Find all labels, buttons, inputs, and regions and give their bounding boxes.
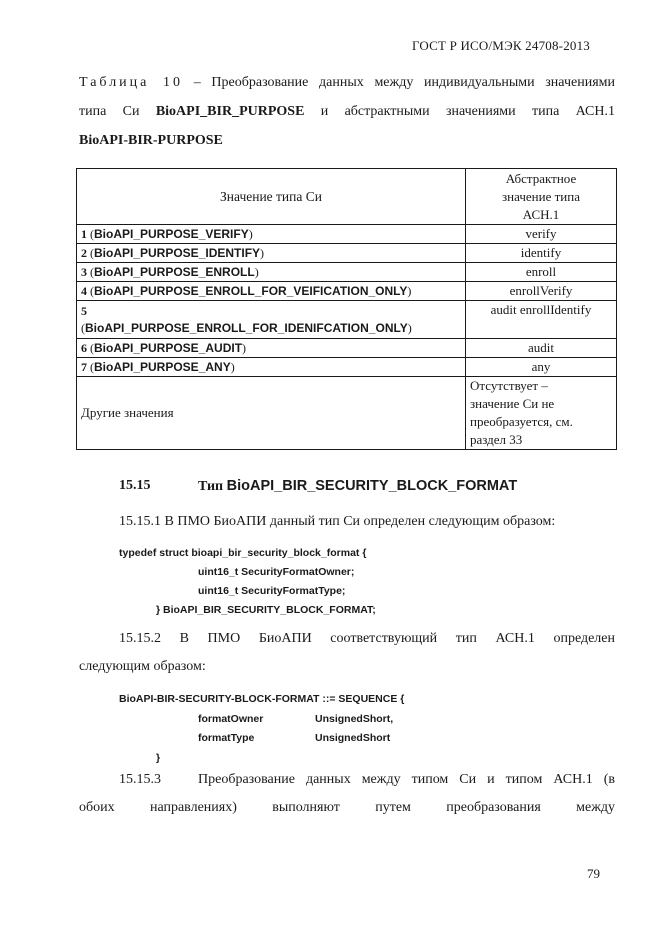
document-header: ГОСТ Р ИСО/МЭК 24708-2013	[411, 38, 590, 53]
c-code-line: } BioAPI_BIR_SECURITY_BLOCK_FORMAT;	[156, 604, 376, 616]
header-c-value: Значение типа Си	[77, 169, 466, 225]
table-row	[77, 244, 617, 263]
table-row	[77, 339, 617, 358]
c-value-cell: 7 (BioAPI_PURPOSE_ANY)	[77, 358, 466, 377]
c-value-cell: 2 (BioAPI_PURPOSE_IDENTIFY)	[77, 244, 466, 263]
asn-field-name: formatType	[198, 732, 255, 744]
caption-asn-type: BioAPI-BIR-PURPOSE	[79, 133, 223, 148]
conversion-table	[76, 168, 617, 450]
table-row	[77, 282, 617, 301]
paragraph-15-15-1: 15.15.1 В ПМО БиоАПИ данный тип Си определен следующим образом:	[119, 514, 556, 529]
asn-code-close: }	[156, 752, 161, 764]
c-code-line: typedef struct bioapi_bir_security_block_format {	[119, 547, 367, 559]
asn-value-cell: audit enrollIdentify	[466, 301, 617, 339]
table-label: Таблица 10	[79, 75, 184, 90]
table-header-row	[77, 169, 617, 225]
note-line: раздел 33	[470, 432, 523, 447]
asn-field-name: formatOwner	[198, 713, 264, 725]
asn-value-cell: verify	[466, 225, 617, 244]
paragraph-15-15-2-line-2: следующим образом:	[79, 659, 206, 674]
asn-value-cell: audit	[466, 339, 617, 358]
other-values-note	[466, 377, 617, 450]
paragraph-15-15-3-line-2: обоих направлениях) выполняют путем преобразования между	[79, 800, 615, 815]
caption-type-name: BioAPI_BIR_PURPOSE	[155, 104, 305, 119]
table-row	[77, 358, 617, 377]
caption-text-2a: типа Си	[79, 104, 156, 119]
paragraph-15-15-2-line-1: 15.15.2 В ПМО БиоАПИ соответствующий тип АСН.1 определен	[119, 631, 615, 646]
note-line: Отсутствует –	[470, 378, 548, 393]
other-values-label: Другие значения	[77, 377, 466, 450]
header-asn-line: значение типа	[502, 188, 580, 204]
header-asn-line: АСН.1	[522, 206, 560, 222]
paragraph-15-15-3-number: 15.15.3	[119, 772, 161, 787]
caption-text-2b: и абстрактными значениями типа АСН.1	[304, 104, 615, 119]
header-asn-line: Абстрактное	[505, 170, 577, 186]
asn-value-cell: enrollVerify	[466, 282, 617, 301]
asn-value-cell: enroll	[466, 263, 617, 282]
table-row	[77, 301, 617, 339]
section-number: 15.15	[119, 478, 151, 493]
caption-text-1: – Преобразование данных между индивидуальными значениями	[183, 75, 615, 90]
asn-field-type: UnsignedShort,	[315, 713, 394, 725]
page-number: 79	[587, 866, 600, 881]
c-value-cell: 1 (BioAPI_PURPOSE_VERIFY)	[77, 225, 466, 244]
paragraph-15-15-3-line-1: Преобразование данных между типом Си и типом АСН.1 (в	[198, 772, 615, 787]
table-caption	[79, 68, 615, 155]
caption-line-2	[79, 97, 615, 126]
note-line: преобразуется, см.	[470, 414, 573, 429]
note-line: значение Си не	[470, 396, 555, 411]
caption-line-1	[79, 68, 615, 97]
table-row	[77, 225, 617, 244]
header-asn-value	[466, 169, 617, 225]
asn-field-type: UnsignedShort	[315, 732, 391, 744]
asn-value-cell: any	[466, 358, 617, 377]
asn-value-cell: identify	[466, 244, 617, 263]
c-code-line: uint16_t SecurityFormatType;	[198, 585, 346, 597]
section-title: Тип BioAPI_BIR_SECURITY_BLOCK_FORMAT	[198, 478, 518, 494]
table-row	[77, 263, 617, 282]
asn-code-line: BioAPI-BIR-SECURITY-BLOCK-FORMAT ::= SEQUENCE {	[119, 693, 405, 705]
c-value-cell: 5 (BioAPI_PURPOSE_ENROLL_FOR_IDENIFCATION_ONLY)	[77, 301, 466, 339]
c-value-cell: 6 (BioAPI_PURPOSE_AUDIT)	[77, 339, 466, 358]
table-row-other	[77, 377, 617, 450]
c-value-cell: 4 (BioAPI_PURPOSE_ENROLL_FOR_VEIFICATION_ONLY)	[77, 282, 466, 301]
c-code-line: uint16_t SecurityFormatOwner;	[198, 566, 355, 578]
c-value-cell: 3 (BioAPI_PURPOSE_ENROLL)	[77, 263, 466, 282]
